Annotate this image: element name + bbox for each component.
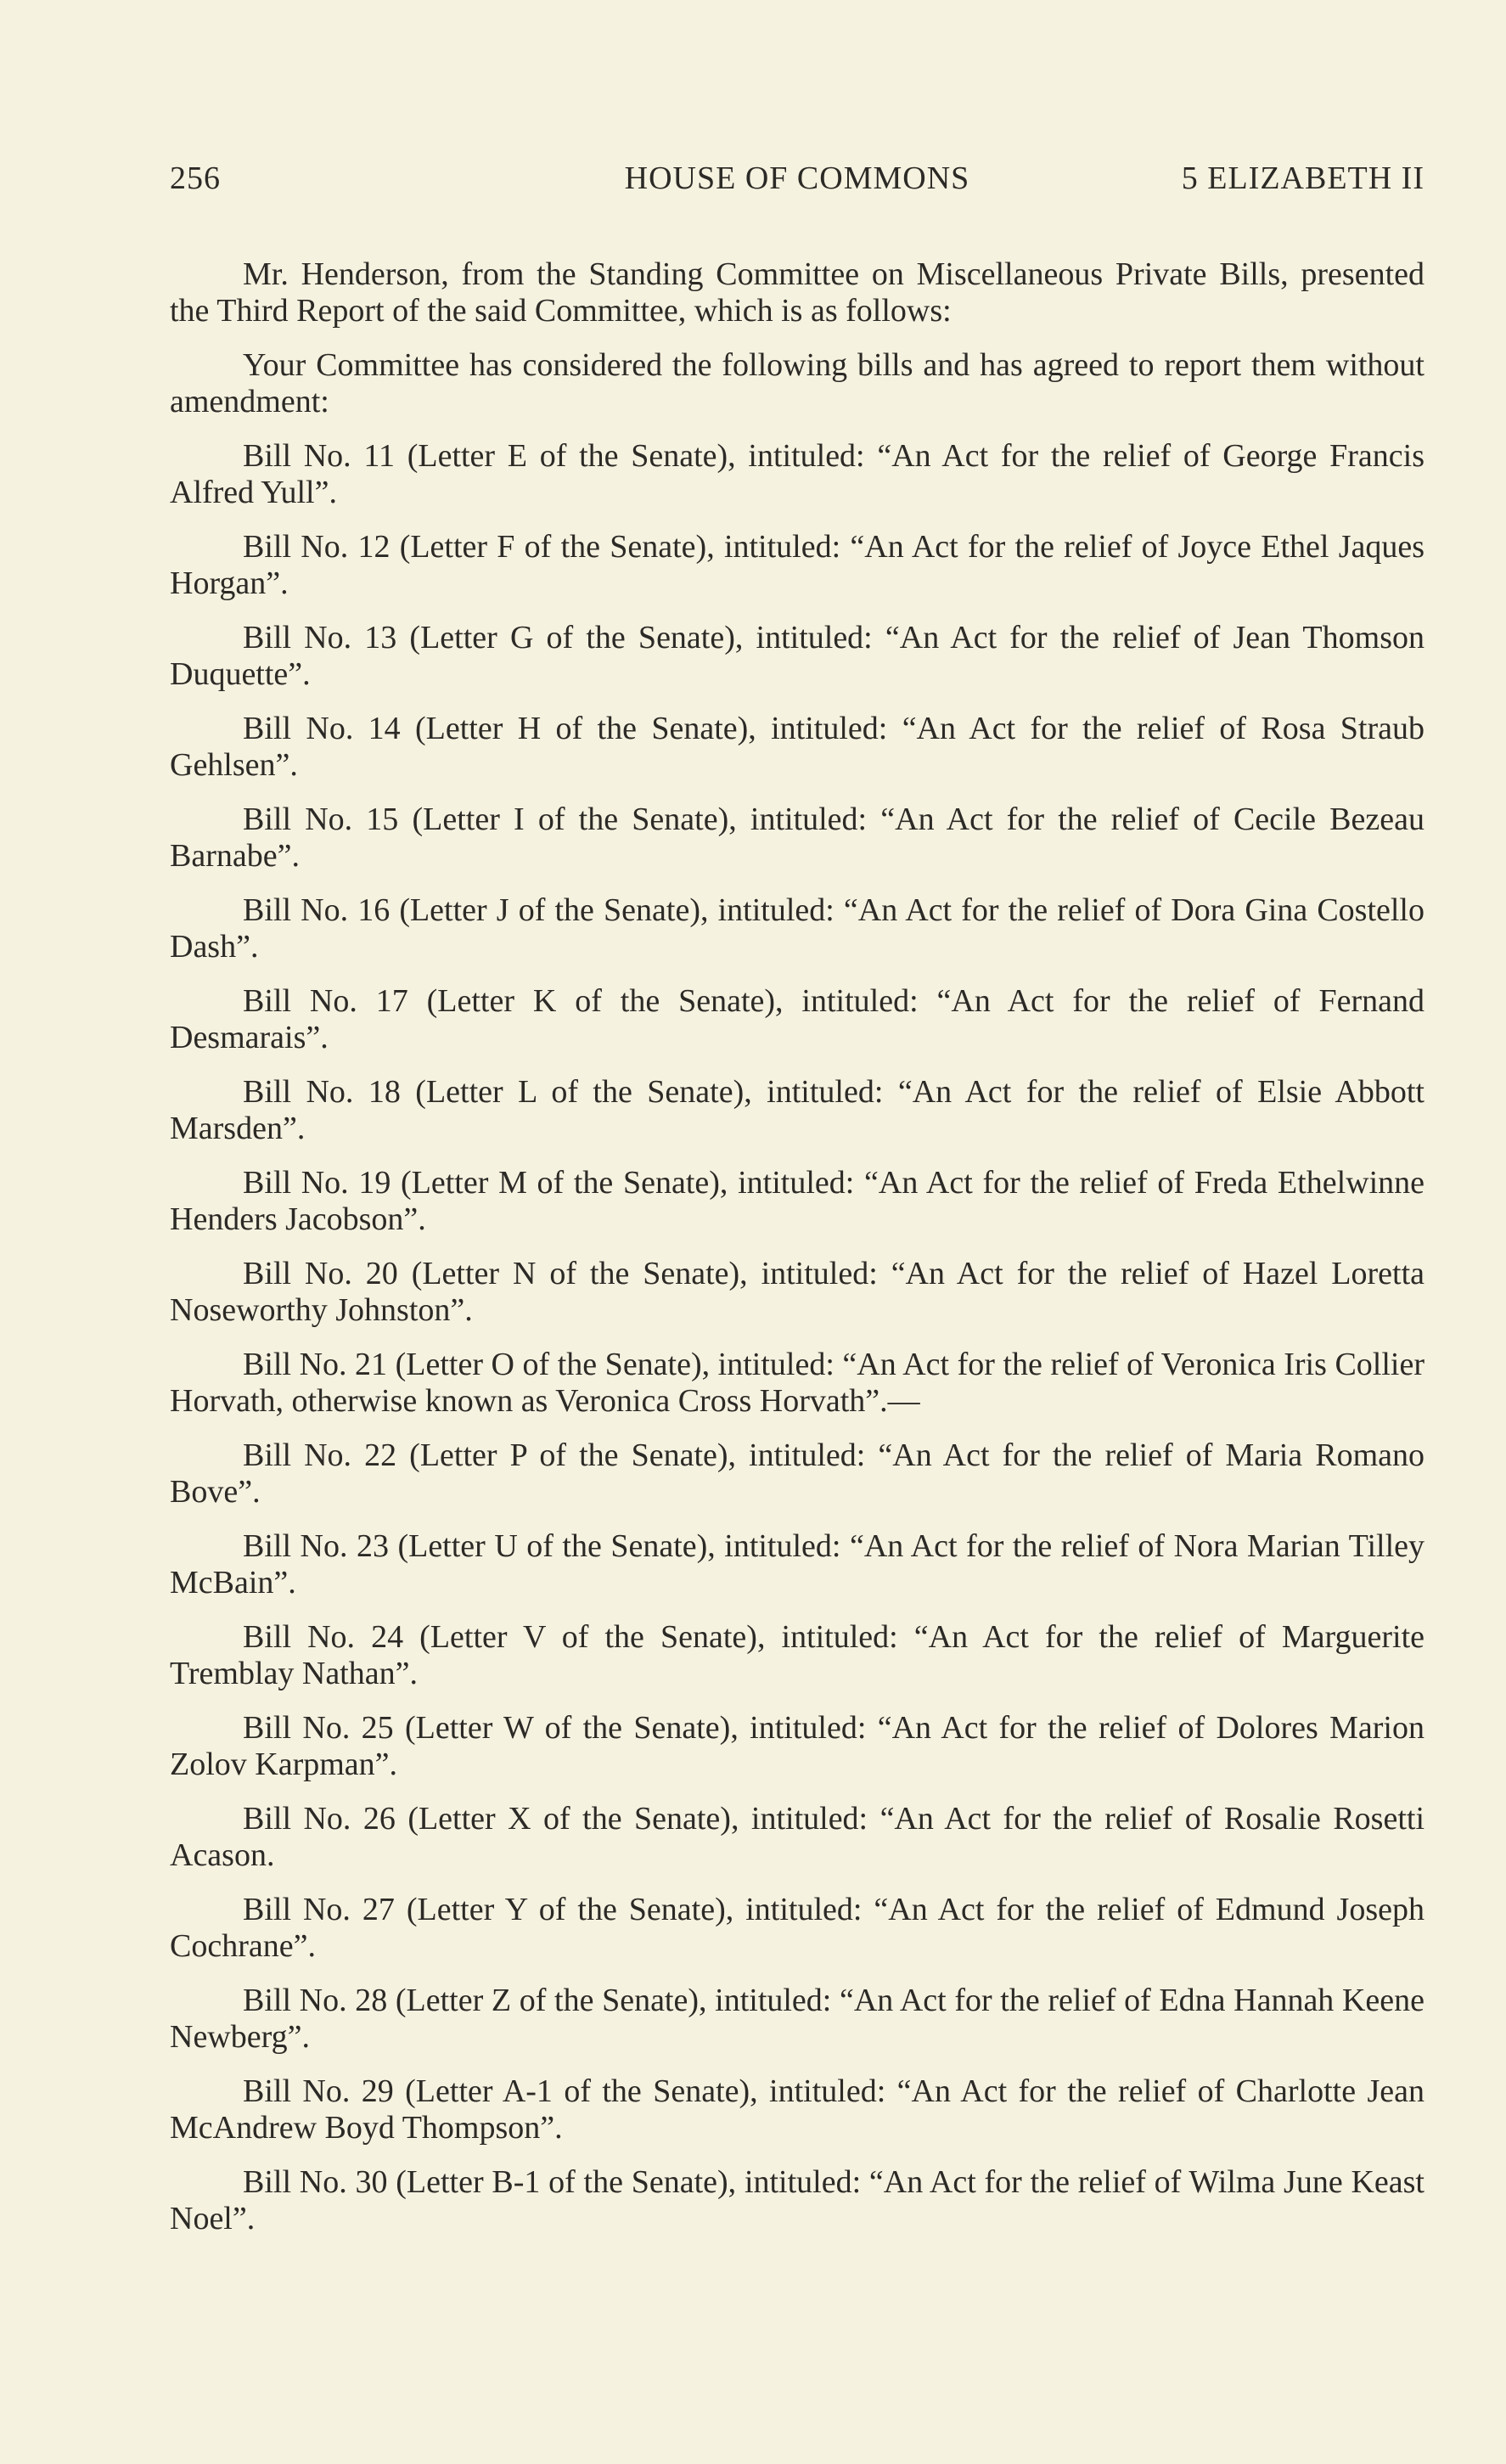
bill-entry: Bill No. 14 (Letter H of the Senate), intituled: “An Act for the relief of Rosa Straub Gehlsen”. — [170, 711, 1425, 783]
bill-entry: Bill No. 12 (Letter F of the Senate), intituled: “An Act for the relief of Joyce Ethel Jaques Horgan”. — [170, 529, 1425, 601]
bill-entry: Bill No. 30 (Letter B-1 of the Senate), intituled: “An Act for the relief of Wilma June Keast Noel”. — [170, 2164, 1425, 2236]
regnal-year: 5 ELIZABETH II — [1181, 160, 1425, 196]
bill-entry: Bill No. 21 (Letter O of the Senate), intituled: “An Act for the relief of Veronica Iris Collier Horvath, otherwise known as Veronica Cross Horvath”.— — [170, 1347, 1425, 1419]
bill-entry: Bill No. 13 (Letter G of the Senate), intituled: “An Act for the relief of Jean Thomson Duquette”. — [170, 620, 1425, 692]
report-intro-paragraph: Your Committee has considered the following bills and has agreed to report them without amendment: — [170, 347, 1425, 419]
bill-entry: Bill No. 23 (Letter U of the Senate), intituled: “An Act for the relief of Nora Marian Tilley McBain”. — [170, 1528, 1425, 1600]
bill-entry: Bill No. 15 (Letter I of the Senate), intituled: “An Act for the relief of Cecile Bezeau Barnabe”. — [170, 802, 1425, 874]
bill-entry: Bill No. 29 (Letter A-1 of the Senate), intituled: “An Act for the relief of Charlotte Jean McAndrew Boyd Thompson”. — [170, 2073, 1425, 2146]
bill-entry: Bill No. 18 (Letter L of the Senate), intituled: “An Act for the relief of Elsie Abbott Marsden”. — [170, 1074, 1425, 1146]
bill-entry: Bill No. 28 (Letter Z of the Senate), intituled: “An Act for the relief of Edna Hannah Keene Newberg”. — [170, 1983, 1425, 2055]
page-number: 256 — [170, 160, 221, 196]
bill-entry: Bill No. 19 (Letter M of the Senate), intituled: “An Act for the relief of Freda Ethelwinne Henders Jacobson”. — [170, 1165, 1425, 1237]
bill-entry: Bill No. 20 (Letter N of the Senate), intituled: “An Act for the relief of Hazel Loretta Noseworthy Johnston”. — [170, 1256, 1425, 1328]
bill-entry: Bill No. 25 (Letter W of the Senate), intituled: “An Act for the relief of Dolores Marion Zolov Karpman”. — [170, 1710, 1425, 1782]
bill-entry: Bill No. 17 (Letter K of the Senate), intituled: “An Act for the relief of Fernand Desmarais”. — [170, 983, 1425, 1055]
journal-page — [170, 153, 1425, 2255]
bill-entry: Bill No. 26 (Letter X of the Senate), intituled: “An Act for the relief of Rosalie Rosetti Acason. — [170, 1801, 1425, 1873]
page-body — [170, 256, 1425, 2237]
intro-paragraph: Mr. Henderson, from the Standing Committee on Miscellaneous Private Bills, presented the Third Report of the said Committee, which is as follows: — [170, 256, 1425, 329]
bill-entry: Bill No. 16 (Letter J of the Senate), intituled: “An Act for the relief of Dora Gina Costello Dash”. — [170, 892, 1425, 965]
bill-entry: Bill No. 24 (Letter V of the Senate), intituled: “An Act for the relief of Marguerite Tremblay Nathan”. — [170, 1619, 1425, 1691]
bill-entry: Bill No. 27 (Letter Y of the Senate), intituled: “An Act for the relief of Edmund Joseph Cochrane”. — [170, 1892, 1425, 1964]
bill-entry: Bill No. 22 (Letter P of the Senate), intituled: “An Act for the relief of Maria Romano Bove”. — [170, 1437, 1425, 1510]
running-title: HOUSE OF COMMONS — [624, 160, 970, 196]
bill-entry: Bill No. 11 (Letter E of the Senate), intituled: “An Act for the relief of George Francis Alfred Yull”. — [170, 438, 1425, 510]
page-header — [170, 153, 1425, 204]
